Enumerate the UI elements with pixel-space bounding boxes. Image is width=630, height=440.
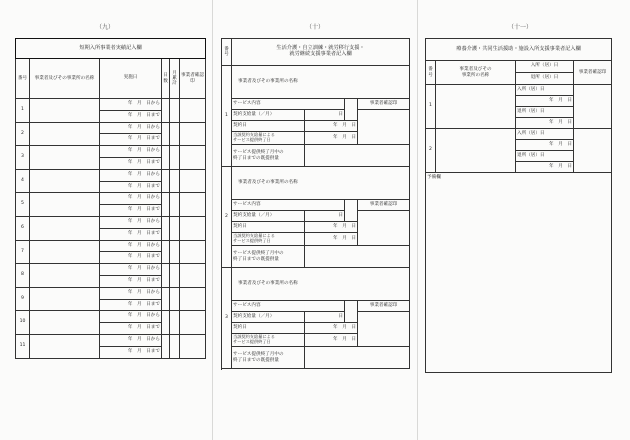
business-name-field[interactable] bbox=[232, 167, 410, 200]
row-number: 11 bbox=[16, 334, 30, 358]
days-field[interactable] bbox=[162, 99, 170, 123]
section-title-line1: 生活介護・自立訓練・就労移行支援・ bbox=[276, 45, 365, 52]
header-number: 番号 bbox=[426, 61, 436, 85]
contract-amount-field[interactable] bbox=[305, 211, 345, 222]
remaining-label-line2: 終了日までの既提供量 bbox=[233, 155, 279, 161]
contract-date-field[interactable]: 年 月 日 bbox=[305, 222, 358, 233]
row-number: 5 bbox=[16, 193, 30, 217]
confirm-seal-field[interactable] bbox=[358, 312, 410, 347]
row-number: 2 bbox=[16, 122, 30, 146]
confirm-seal-field[interactable] bbox=[180, 169, 206, 193]
remaining-label-line1: サービス提供終了月中の bbox=[233, 251, 284, 257]
monthly-total-field[interactable] bbox=[170, 334, 180, 358]
days-field[interactable] bbox=[162, 122, 170, 146]
date-from-field[interactable]: 年 月 日から bbox=[100, 122, 162, 134]
end-date-label-line2: サービス提供終了日 bbox=[233, 137, 271, 142]
short-stay-table bbox=[15, 38, 206, 359]
row-number: 6 bbox=[16, 216, 30, 240]
confirm-seal-field[interactable] bbox=[180, 122, 206, 146]
page-number-middle: （十） bbox=[305, 24, 324, 31]
days-field[interactable] bbox=[162, 311, 170, 335]
end-date-label-line1: 当該契約支給量による bbox=[233, 334, 275, 340]
business-name-field[interactable] bbox=[232, 66, 410, 99]
move-out-label: 退所（居）日 bbox=[516, 107, 574, 118]
confirm-seal-field[interactable] bbox=[574, 129, 612, 173]
date-to-field[interactable]: 年 月 日まで bbox=[100, 299, 162, 311]
days-field[interactable] bbox=[162, 146, 170, 170]
contract-date-label: 契約日 bbox=[232, 323, 305, 334]
move-in-label: 入所（居）日 bbox=[516, 129, 574, 140]
confirm-seal-label: 事業者確認印 bbox=[358, 301, 410, 312]
confirm-seal-field[interactable] bbox=[358, 211, 410, 246]
date-from-field[interactable]: 年 月 日から bbox=[100, 334, 162, 346]
date-to-field[interactable]: 年 月 日まで bbox=[100, 157, 162, 169]
remaining-amount-field[interactable] bbox=[305, 246, 410, 268]
contract-amount-label: 契約支給量（／月） bbox=[232, 110, 305, 121]
notes-label: 予備欄 bbox=[427, 175, 441, 180]
remaining-amount-label bbox=[232, 347, 305, 369]
remaining-label-line2: 終了日までの既提供量 bbox=[233, 357, 279, 363]
business-name-label: 事業者及びその事業所の名称 bbox=[238, 180, 298, 186]
business-name-field[interactable] bbox=[436, 85, 516, 129]
confirm-seal-field[interactable] bbox=[180, 99, 206, 123]
confirm-seal-field[interactable] bbox=[180, 216, 206, 240]
date-from-field[interactable]: 年 月 日から bbox=[100, 216, 162, 228]
business-name-label: 事業者及びその事業所の名称 bbox=[238, 79, 298, 85]
business-name-field[interactable] bbox=[30, 193, 100, 217]
day-unit: 日 bbox=[338, 313, 343, 319]
date-to-field[interactable]: 年 月 日まで bbox=[100, 275, 162, 287]
contract-date-field[interactable]: 年 月 日 bbox=[305, 323, 358, 334]
date-from-field[interactable]: 年 月 日から bbox=[100, 193, 162, 205]
contract-date-label: 契約日 bbox=[232, 121, 305, 132]
business-name-field[interactable] bbox=[30, 146, 100, 170]
confirm-seal-field[interactable] bbox=[180, 193, 206, 217]
header-monthly-total: 月累計 bbox=[170, 59, 180, 99]
monthly-total-field[interactable] bbox=[170, 240, 180, 264]
days-field[interactable] bbox=[162, 287, 170, 311]
header-business-name bbox=[436, 61, 516, 85]
contract-amount-field[interactable] bbox=[305, 110, 345, 121]
header-business-name-line2: 事業所の名称 bbox=[461, 72, 490, 78]
confirm-seal-label: 事業者確認印 bbox=[358, 200, 410, 211]
row-number: 4 bbox=[16, 169, 30, 193]
end-date-label-line2: サービス提供終了日 bbox=[233, 339, 271, 344]
header-confirm-seal: 事業者確認印 bbox=[574, 61, 612, 85]
row-number: 3 bbox=[16, 146, 30, 170]
business-name-field[interactable] bbox=[30, 264, 100, 288]
days-field[interactable] bbox=[162, 264, 170, 288]
date-to-field[interactable]: 年 月 日まで bbox=[100, 205, 162, 217]
date-from-field[interactable]: 年 月 日から bbox=[100, 169, 162, 181]
day-unit: 日 bbox=[338, 212, 343, 218]
date-to-field[interactable]: 年 月 日まで bbox=[100, 110, 162, 122]
date-to-field[interactable]: 年 月 日まで bbox=[100, 228, 162, 240]
date-to-field[interactable]: 年 月 日まで bbox=[100, 346, 162, 358]
date-from-field[interactable]: 年 月 日から bbox=[100, 287, 162, 299]
confirm-seal-field[interactable] bbox=[180, 287, 206, 311]
page-number-right: （十一） bbox=[507, 24, 532, 31]
days-field[interactable] bbox=[162, 193, 170, 217]
date-from-field[interactable]: 年 月 日から bbox=[100, 99, 162, 111]
contract-amount-field[interactable] bbox=[305, 312, 345, 323]
service-content-label: サービス内容 bbox=[233, 100, 261, 106]
contract-date-label: 契約日 bbox=[232, 222, 305, 233]
confirm-seal-field[interactable] bbox=[180, 311, 206, 335]
row-number: 1 bbox=[16, 99, 30, 123]
header-number: 番号 bbox=[222, 39, 232, 66]
remaining-amount-field[interactable] bbox=[305, 145, 410, 167]
remaining-amount-label bbox=[232, 145, 305, 167]
end-date-field[interactable]: 年 月 日 bbox=[305, 334, 358, 347]
business-name-field[interactable] bbox=[30, 122, 100, 146]
remaining-amount-label bbox=[232, 246, 305, 268]
end-date-label-line1: 当該契約支給量による bbox=[233, 233, 275, 239]
monthly-total-field[interactable] bbox=[170, 193, 180, 217]
end-date-label bbox=[232, 233, 305, 246]
business-name-field[interactable] bbox=[30, 99, 100, 123]
header-move-out-date: 退所（居）日 bbox=[516, 73, 574, 85]
confirm-seal-label: 事業者確認印 bbox=[358, 99, 410, 110]
row-number: 8 bbox=[16, 264, 30, 288]
header-confirm-seal: 事業者確認印 bbox=[180, 59, 206, 99]
row-number: 9 bbox=[16, 287, 30, 311]
row-number: 3 bbox=[222, 268, 232, 369]
monthly-total-field[interactable] bbox=[170, 287, 180, 311]
monthly-total-field[interactable] bbox=[170, 216, 180, 240]
business-name-field[interactable] bbox=[30, 169, 100, 193]
confirm-seal-field[interactable] bbox=[180, 146, 206, 170]
days-field[interactable] bbox=[162, 216, 170, 240]
contract-amount-label: 契約支給量（／月） bbox=[232, 211, 305, 222]
contract-amount-label: 契約支給量（／月） bbox=[232, 312, 305, 323]
confirm-seal-field[interactable] bbox=[574, 85, 612, 129]
section-title-line2: 就労継続支援事業者記入欄 bbox=[289, 51, 352, 57]
end-date-label-line1: 当該契約支給量による bbox=[233, 132, 275, 138]
end-date-field[interactable]: 年 月 日 bbox=[305, 132, 358, 145]
row-number: 2 bbox=[222, 167, 232, 268]
service-content-field[interactable] bbox=[232, 200, 345, 211]
business-name-field[interactable] bbox=[436, 129, 516, 173]
section-title: 短期入所事業者実績記入欄 bbox=[16, 39, 206, 59]
end-date-label-line2: サービス提供終了日 bbox=[233, 238, 271, 243]
row-number: 1 bbox=[426, 85, 436, 129]
header-business-name: 事業者及びその事業所の名称 bbox=[30, 59, 100, 99]
header-move-in-date: 入所（居）日 bbox=[516, 61, 574, 73]
date-to-field[interactable]: 年 月 日まで bbox=[100, 323, 162, 335]
move-out-label: 退所（居）日 bbox=[516, 151, 574, 162]
confirm-seal-field[interactable] bbox=[180, 240, 206, 264]
service-content-label: サービス内容 bbox=[233, 201, 261, 207]
end-date-field[interactable]: 年 月 日 bbox=[305, 233, 358, 246]
header-business-name-line1: 事業者及びその bbox=[459, 67, 492, 73]
date-to-field[interactable]: 年 月 日まで bbox=[100, 181, 162, 193]
service-detail-field[interactable] bbox=[345, 301, 358, 323]
confirm-seal-field[interactable] bbox=[358, 110, 410, 145]
days-field[interactable] bbox=[162, 334, 170, 358]
business-name-field[interactable] bbox=[30, 216, 100, 240]
move-in-label: 入所（居）日 bbox=[516, 85, 574, 96]
remaining-label-line1: サービス提供終了月中の bbox=[233, 150, 284, 156]
business-name-label: 事業者及びその事業所の名称 bbox=[238, 281, 298, 287]
section-title bbox=[232, 39, 410, 66]
business-name-field[interactable] bbox=[30, 311, 100, 335]
business-name-field[interactable] bbox=[30, 334, 100, 358]
header-dates: 実施日 bbox=[100, 59, 162, 99]
move-out-date-field[interactable]: 年 月 日 bbox=[516, 162, 574, 173]
service-detail-field[interactable] bbox=[345, 99, 358, 121]
row-number: 7 bbox=[16, 240, 30, 264]
row-number: 2 bbox=[426, 129, 436, 173]
monthly-total-field[interactable] bbox=[170, 311, 180, 335]
page-number-left: （九） bbox=[95, 24, 114, 31]
row-number: 1 bbox=[222, 66, 232, 167]
date-from-field[interactable]: 年 月 日から bbox=[100, 240, 162, 252]
business-name-field[interactable] bbox=[232, 268, 410, 301]
remaining-label-line1: サービス提供終了月中の bbox=[233, 352, 284, 358]
monthly-total-field[interactable] bbox=[170, 169, 180, 193]
row-number: 10 bbox=[16, 311, 30, 335]
service-content-label: サービス内容 bbox=[233, 302, 261, 308]
date-to-field[interactable]: 年 月 日まで bbox=[100, 252, 162, 264]
remaining-label-line2: 終了日までの既提供量 bbox=[233, 256, 279, 262]
days-field[interactable] bbox=[162, 240, 170, 264]
confirm-seal-field[interactable] bbox=[180, 334, 206, 358]
days-field[interactable] bbox=[162, 169, 170, 193]
date-to-field[interactable]: 年 月 日まで bbox=[100, 134, 162, 146]
monthly-total-field[interactable] bbox=[170, 99, 180, 123]
date-from-field[interactable]: 年 月 日から bbox=[100, 146, 162, 158]
remaining-amount-field[interactable] bbox=[305, 347, 410, 369]
section-title: 療養介護・共同生活援助・施設入所支援事業者記入欄 bbox=[426, 39, 612, 61]
end-date-label bbox=[232, 334, 305, 347]
move-out-date-field[interactable]: 年 月 日 bbox=[516, 118, 574, 129]
business-name-field[interactable] bbox=[30, 287, 100, 311]
residential-services-table bbox=[425, 38, 612, 373]
monthly-total-field[interactable] bbox=[170, 122, 180, 146]
end-date-label bbox=[232, 132, 305, 145]
service-content-field[interactable] bbox=[232, 301, 345, 312]
header-days: 日数 bbox=[162, 59, 170, 99]
confirm-seal-field[interactable] bbox=[180, 264, 206, 288]
date-from-field[interactable]: 年 月 日から bbox=[100, 264, 162, 276]
date-from-field[interactable]: 年 月 日から bbox=[100, 311, 162, 323]
monthly-total-field[interactable] bbox=[170, 146, 180, 170]
business-name-field[interactable] bbox=[30, 240, 100, 264]
move-in-date-field[interactable]: 年 月 日 bbox=[516, 140, 574, 151]
move-in-date-field[interactable]: 年 月 日 bbox=[516, 96, 574, 107]
day-unit: 日 bbox=[338, 111, 343, 117]
daytime-services-table bbox=[221, 38, 410, 369]
notes-field[interactable] bbox=[426, 173, 612, 373]
service-detail-field[interactable] bbox=[345, 200, 358, 222]
header-number: 番号 bbox=[16, 59, 30, 99]
service-content-field[interactable] bbox=[232, 99, 345, 110]
monthly-total-field[interactable] bbox=[170, 264, 180, 288]
contract-date-field[interactable]: 年 月 日 bbox=[305, 121, 358, 132]
